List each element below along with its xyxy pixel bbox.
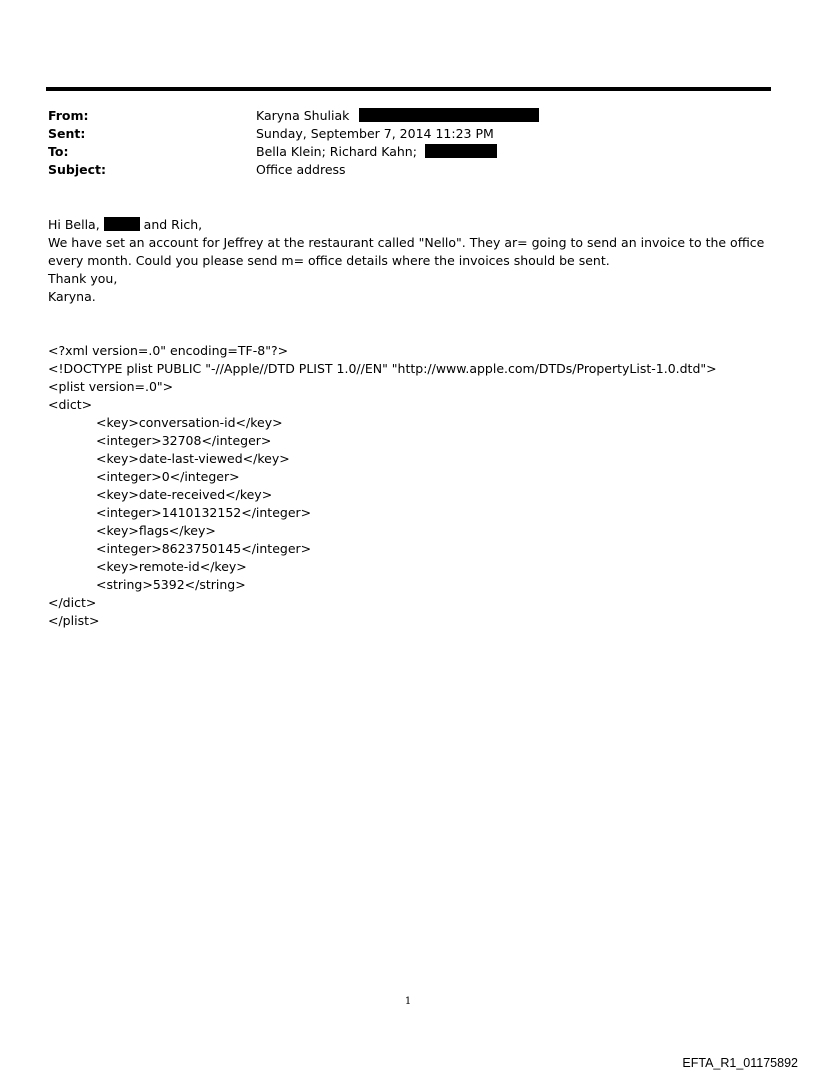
from-value — [256, 107, 539, 125]
email-body — [48, 216, 773, 306]
subject-label: Subject: — [48, 162, 106, 177]
plist-entry: <key>remote-id</key> — [96, 559, 247, 574]
to-value — [256, 143, 497, 161]
plist-entry: <integer>1410132152</integer> — [96, 505, 312, 520]
document-id: EFTA_R1_01175892 — [682, 1056, 798, 1070]
plist-entry: <integer>0</integer> — [96, 469, 240, 484]
plist-entry: <key>flags</key> — [96, 523, 216, 538]
to-row — [48, 143, 768, 161]
greeting-pre: Hi Bella, — [48, 217, 100, 232]
subject-value: Office address — [256, 162, 346, 177]
plist-entry: <integer>8623750145</integer> — [96, 541, 312, 556]
from-name: Karyna Shuliak — [256, 108, 350, 123]
redaction-bar — [104, 217, 140, 231]
xml-declaration: <?xml version=.0" encoding=TF-8"?> — [48, 343, 289, 358]
plist-close-tag: </plist> — [48, 613, 100, 628]
page-number: 1 — [404, 996, 412, 1007]
plist-metadata — [48, 342, 773, 630]
email-header — [48, 107, 768, 179]
subject-row — [48, 161, 768, 179]
plist-entry: <integer>32708</integer> — [96, 433, 272, 448]
body-paragraph: We have set an account for Jeffrey at the restaurant called "Nello". They ar= going to send an invoice to the office every month. Could you please send m= office details where the invoices should be sent. — [48, 235, 765, 268]
xml-doctype: <!DOCTYPE plist PUBLIC "-//Apple//DTD PLIST 1.0//EN" "http://www.apple.com/DTDs/PropertyList-1.0.dtd"> — [48, 361, 717, 376]
redaction-bar — [359, 108, 539, 122]
header-divider — [46, 87, 771, 91]
signature-line: Karyna. — [48, 289, 96, 304]
plist-entry: <string>5392</string> — [96, 577, 246, 592]
sent-value: Sunday, September 7, 2014 11:23 PM — [256, 126, 494, 141]
plist-entry: <key>conversation-id</key> — [96, 415, 283, 430]
sent-row — [48, 125, 768, 143]
dict-close-tag: </dict> — [48, 595, 97, 610]
redaction-bar — [425, 144, 497, 158]
thanks-line: Thank you, — [48, 271, 118, 286]
plist-open-tag: <plist version=.0"> — [48, 379, 174, 394]
plist-entry: <key>date-received</key> — [96, 487, 273, 502]
greeting-line — [48, 216, 773, 234]
from-label: From: — [48, 108, 89, 123]
dict-open-tag: <dict> — [48, 397, 93, 412]
to-recipients: Bella Klein; Richard Kahn; — [256, 144, 417, 159]
from-row — [48, 107, 768, 125]
plist-entry: <key>date-last-viewed</key> — [96, 451, 290, 466]
to-label: To: — [48, 144, 69, 159]
greeting-post: and Rich, — [143, 217, 203, 232]
sent-label: Sent: — [48, 126, 86, 141]
